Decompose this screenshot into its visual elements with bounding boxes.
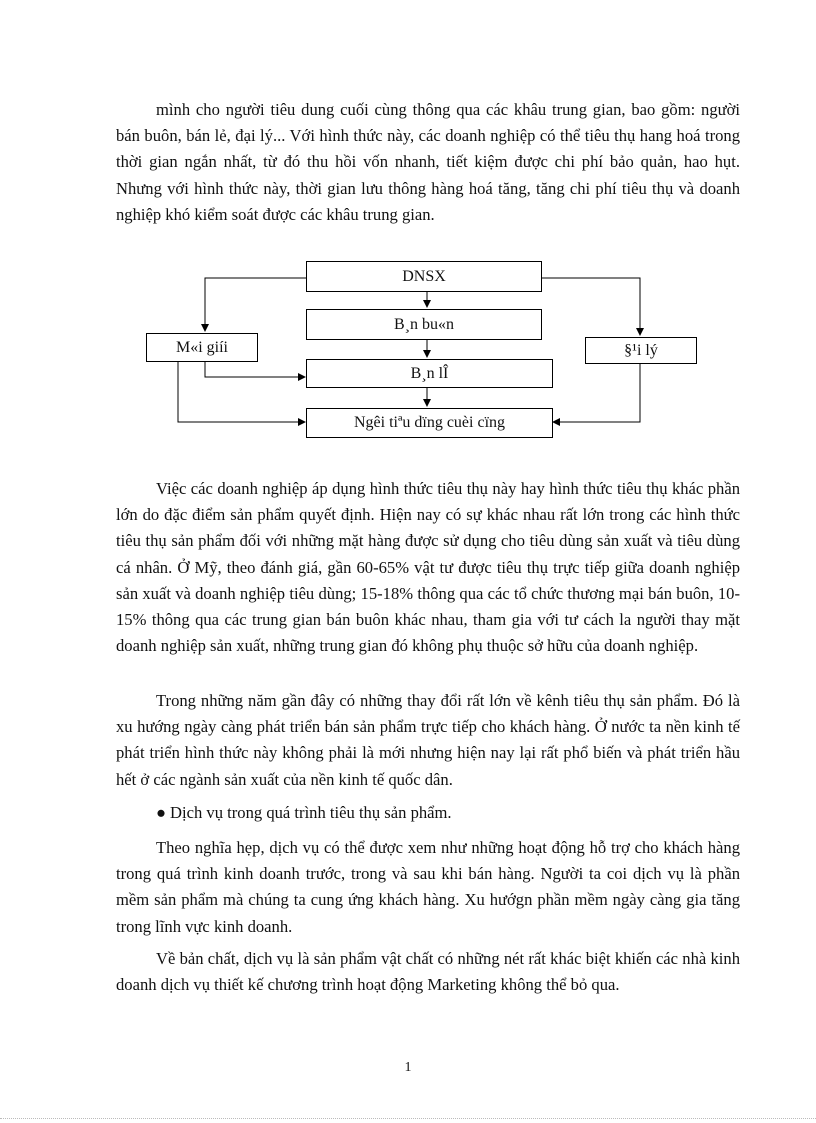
- connector-dai-ly-consumer: [553, 364, 640, 422]
- bullet-services-heading: [156, 800, 740, 826]
- paragraph-service-definition: Theo nghĩa hẹp, dịch vụ có thể được xem như những hoạt động hỗ trợ cho khách hàng trong quá trình kinh doanh trước, trong và sau khi bán hàng. Người ta coi dịch vụ là phần mềm sản phẩm mà chúng ta cung ứng khách hàng. Xu hướgn phần mềm ngày càng gia tăng trong lĩnh vực kinh doanh.: [116, 838, 740, 936]
- bullet-text: Dịch vụ trong quá trình tiêu thụ sản phẩm.: [170, 803, 452, 822]
- paragraph-recent-trends: Trong những năm gần đây có những thay đổi rất lớn về kênh tiêu thụ sản phẩm. Đó là xu hướng ngày càng phát triển bán sản phẩm trực tiếp cho khách hàng. Ở nước ta nền kinh tế phát triển hình thức này không phải là mới nhưng hiện nay lại rất phổ biến và phát triển hầu hết ở các ngành sản xuất của nền kinh tế quốc dân.: [116, 691, 740, 789]
- connector-moi-gioi-ban-le: [205, 362, 305, 377]
- page-number: 1: [404, 1060, 412, 1075]
- connector-dnsx-moi-gioi: [205, 278, 306, 331]
- box-moi-gioi: M«i giíi: [146, 333, 258, 362]
- box-ban-le: B¸n lÎ: [306, 359, 553, 388]
- box-dnsx: DNSX: [306, 261, 542, 292]
- page-bottom-divider: [0, 1118, 816, 1119]
- connector-dnsx-dai-ly: [542, 278, 640, 335]
- paragraph-service-nature: Về bản chất, dịch vụ là sản phẩm vật chất có những nét rất khác biệt khiến các nhà kinh doanh dịch vụ thiết kế chương trình hoạt động Marketing không thể bỏ qua.: [116, 949, 740, 995]
- box-dai-ly: §¹i lý: [585, 337, 697, 364]
- box-nguoi-tieu-dung: Ngêi tiªu dïng cuèi cïng: [306, 408, 553, 438]
- connector-moi-gioi-consumer: [178, 362, 305, 422]
- bullet-icon: ●: [156, 803, 167, 822]
- paragraph-intro: mình cho người tiêu dung cuối cùng thông qua các khâu trung gian, bao gồm: người bán buôn, bán lẻ, đại lý... Với hình thức này, các doanh nghiệp có thể tiêu thụ hang hoá trong thời gian ngắn nhất, từ đó thu hồi vốn nhanh, tiết kiệm được chi phí bảo quản, hao hụt. Nhưng với hình thức này, thời gian lưu thông hàng hoá tăng, tăng chi phí tiêu thụ và doanh nghiệp khó kiểm soát được các khâu trung gian.: [116, 100, 740, 224]
- box-ban-buon: B¸n bu«n: [306, 309, 542, 340]
- paragraph-channel-choice: Việc các doanh nghiệp áp dụng hình thức tiêu thụ này hay hình thức tiêu thụ khác phần lớn do đặc điểm sản phẩm quyết định. Hiện nay có sự khác nhau rất lớn trong các hình thức tiêu thụ sản phẩm đối với những mặt hàng được sử dụng cho tiêu dùng sản xuất và tiêu dùng cá nhân. Ở Mỹ, theo đánh giá, gần 60-65% vật tư được tiêu thụ trực tiếp giữa doanh nghiệp sản xuất và doanh nghiệp tiêu dùng; 15-18% thông qua các tổ chức thương mại bán buôn, 10-15% thông qua các trung gian bán buôn khác nhau, tham gia với tư cách la người thay mặt doanh nghiệp sản xuất, những trung gian đó không phụ thuộc sở hữu của doanh nghiệp.: [116, 479, 740, 656]
